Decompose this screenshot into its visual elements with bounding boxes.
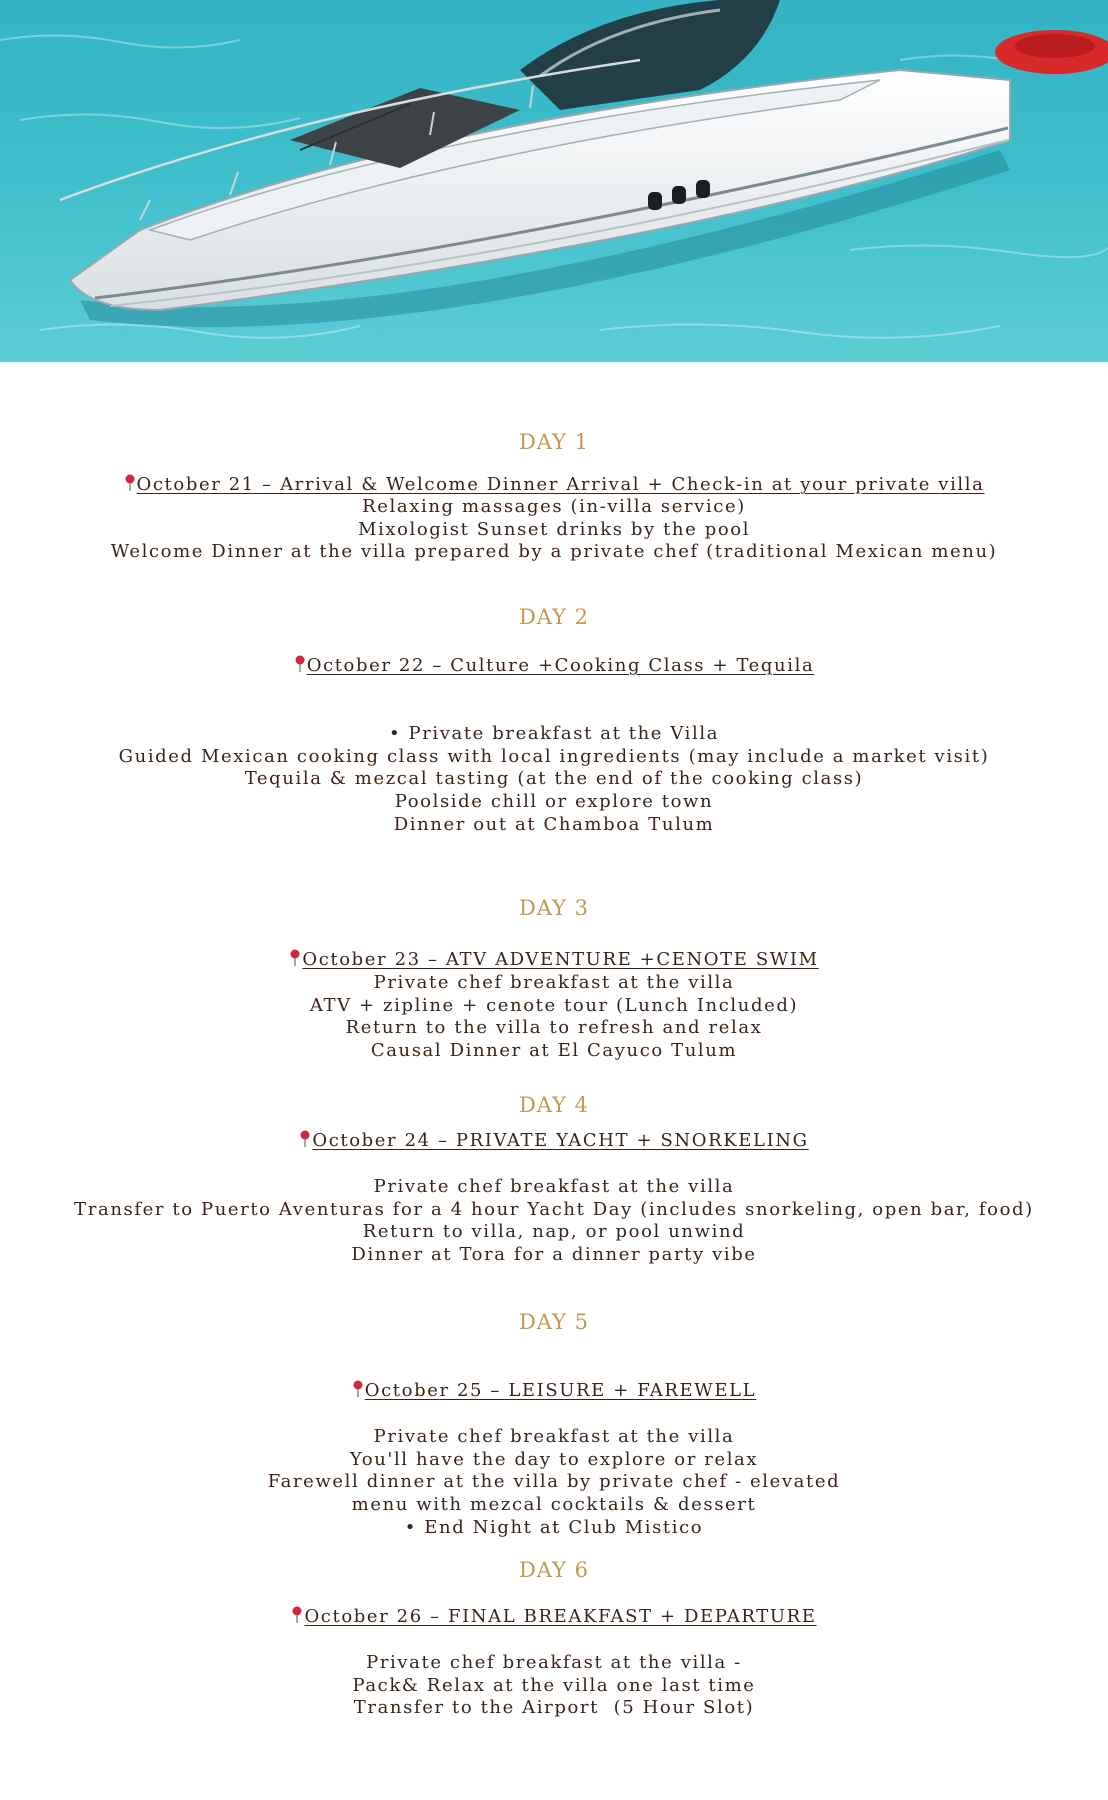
day-3-item: Causal Dinner at El Cayuco Tulum [370,1040,738,1062]
day-5-item: You'll have the day to explore or relax [349,1448,759,1470]
round-pushpin-icon [124,474,136,492]
day-6-items [0,1652,1108,1720]
day-1-title: DAY 1 [518,430,590,454]
day-6-item: Transfer to the Airport (5 Hour Slot) [353,1697,755,1719]
day-2-item: • Private breakfast at the Villa [388,723,720,744]
day-2-item: Tequila & mezcal tasting (at the end of the cooking class) [244,768,864,790]
day-4-title: DAY 4 [518,1093,590,1117]
day-6-item: Private chef breakfast at the villa - [366,1652,742,1673]
day-6-heading [0,1606,1108,1627]
day-1-heading [0,474,1108,495]
day-5-item: • End Night at Club Mistico [404,1516,704,1538]
round-pushpin-icon [289,949,301,967]
round-pushpin-icon [291,1606,303,1624]
day-2-title: DAY 2 [518,605,590,629]
day-4-item: Return to villa, nap, or pool unwind [362,1221,746,1243]
day-3-heading [0,949,1108,970]
day-3-heading-text: October 23 – ATV ADVENTURE +CENOTE SWIM [302,949,819,970]
round-pushpin-icon [294,655,306,673]
day-4-heading [0,1130,1108,1151]
day-4-item: Transfer to Puerto Aventuras for a 4 hour Yacht Day (includes snorkeling, open bar, food) [74,1198,1034,1220]
hero-yacht-image [0,0,1108,362]
day-5-items [0,1426,1108,1540]
day-3-title: DAY 3 [518,896,590,920]
day-5-title: DAY 5 [518,1310,590,1334]
day-6-heading-text: October 26 – FINAL BREAKFAST + DEPARTURE [304,1606,817,1627]
day-5-heading-text: October 25 – LEISURE + FAREWELL [364,1380,757,1401]
day-4-item: Dinner at Tora for a dinner party vibe [351,1244,757,1266]
day-4-item: Private chef breakfast at the villa [373,1176,735,1197]
day-2-item: Dinner out at Chamboa Tulum [393,813,715,835]
day-5-item: Private chef breakfast at the villa [373,1426,735,1447]
round-pushpin-icon [352,1380,364,1398]
day-1-item: Mixologist Sunset drinks by the pool [357,518,751,540]
day-1-items [0,496,1108,564]
round-pushpin-icon [299,1130,311,1148]
day-5-item: menu with mezcal cocktails & dessert [351,1494,757,1516]
day-3-item: Private chef breakfast at the villa [373,972,735,993]
day-4-heading-text: October 24 – PRIVATE YACHT + SNORKELING [312,1130,809,1151]
day-6-item: Pack& Relax at the villa one last time [352,1674,756,1696]
day-3-item: Return to the villa to refresh and relax [345,1017,763,1039]
day-1-heading-text: October 21 – Arrival & Welcome Dinner Arrival + Check-in at your private villa [136,474,985,495]
day-5-item: Farewell dinner at the villa by private chef - elevated [267,1471,841,1493]
day-5-heading [0,1380,1108,1401]
day-1-item: Relaxing massages (in-villa service) [362,496,746,517]
day-2-heading-text: October 22 – Culture +Cooking Class + Tequila [306,655,815,676]
day-2-items [0,723,1108,837]
day-3-items [0,972,1108,1063]
day-2-item: Poolside chill or explore town [394,791,714,813]
day-6-title: DAY 6 [518,1558,590,1582]
day-2-item: Guided Mexican cooking class with local ingredients (may include a market visit) [118,745,990,767]
day-4-items [0,1176,1108,1267]
day-2-heading [0,655,1108,676]
day-1-item: Welcome Dinner at the villa prepared by a private chef (traditional Mexican menu) [110,541,998,563]
day-3-item: ATV + zipline + cenote tour (Lunch Included) [309,994,799,1016]
